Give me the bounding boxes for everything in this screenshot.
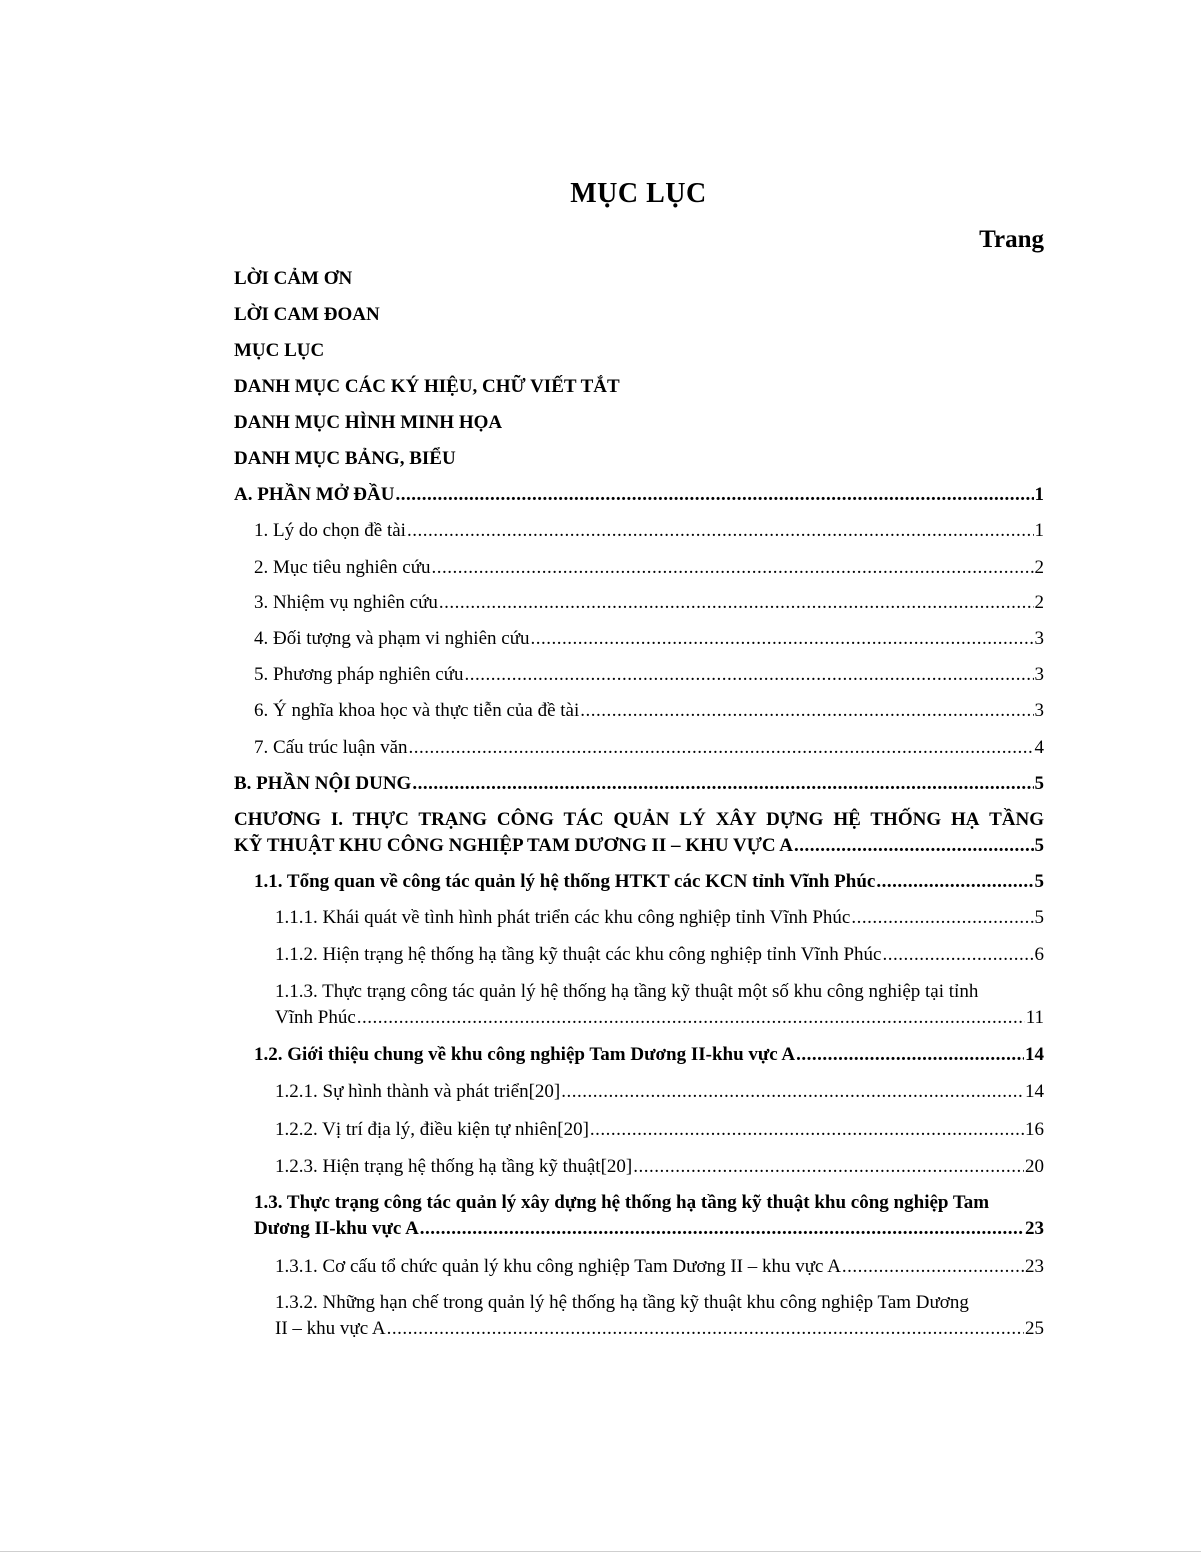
toc-page-number: 14 — [1025, 1044, 1044, 1065]
dot-leader — [409, 735, 1034, 761]
dot-leader — [842, 1254, 1024, 1280]
toc-page-number: 5 — [1034, 773, 1044, 794]
toc-item[interactable] — [234, 518, 1044, 544]
toc-section-1-1[interactable] — [234, 869, 1044, 895]
toc-subsection[interactable] — [234, 905, 1044, 931]
toc-entry-label: 1.2. Giới thiệu chung về khu công nghiệp Tam Dương II-khu vực A — [254, 1044, 796, 1065]
toc-page-number: 2 — [1034, 557, 1044, 578]
toc-entry-label: DANH MỤC HÌNH MINH HỌA — [234, 412, 503, 433]
toc-page-number: 5 — [1034, 835, 1044, 856]
toc-prelim-abbreviations[interactable] — [234, 374, 1044, 400]
toc-prelim-contents[interactable] — [234, 338, 1044, 364]
toc-entry-label: MỤC LỤC — [234, 340, 325, 361]
dot-leader — [465, 662, 1034, 688]
dot-leader — [796, 1042, 1024, 1068]
dot-leader — [876, 869, 1033, 895]
toc-entry-label: 1.3.2. Những hạn chế trong quản lý hệ thống hạ tầng kỹ thuật khu công nghiệp Tam Dương — [275, 1292, 969, 1313]
toc-entry-label: 1.2.2. Vị trí địa lý, điều kiện tự nhiên[20] — [275, 1119, 589, 1140]
toc-subsection-1-1-3[interactable] — [234, 979, 1044, 1031]
page-title: MỤC LỤC — [570, 178, 707, 209]
dot-leader — [357, 1005, 1025, 1031]
toc-page-number: 5 — [1034, 871, 1044, 892]
toc-subsection[interactable] — [234, 942, 1044, 968]
toc-entry-label: 1.3. Thực trạng công tác quản lý xây dựng hệ thống hạ tầng kỹ thuật khu công nghiệp Tam — [254, 1192, 990, 1213]
dot-leader — [561, 1079, 1024, 1105]
toc-page-number: 4 — [1034, 737, 1044, 758]
toc-prelim-acknowledgement[interactable] — [234, 266, 1044, 292]
dot-leader — [412, 771, 1033, 797]
toc-page-number: 14 — [1025, 1081, 1044, 1102]
toc-entry-label: 1.1.3. Thực trạng công tác quản lý hệ thống hạ tầng kỹ thuật một số khu công nghiệp tại tỉnh — [275, 981, 979, 1002]
toc-entry-label: 1.3.1. Cơ cấu tổ chức quản lý khu công nghiệp Tam Dương II – khu vực A — [275, 1256, 841, 1277]
toc-subsection[interactable] — [234, 1254, 1044, 1280]
toc-entry-label: DANH MỤC CÁC KÝ HIỆU, CHỮ VIẾT TẮT — [234, 376, 620, 397]
toc-part-a[interactable] — [234, 482, 1044, 508]
dot-leader — [407, 518, 1034, 544]
toc-page-number: 16 — [1025, 1119, 1044, 1140]
toc-page-number: 5 — [1034, 907, 1044, 928]
toc-section-1-2[interactable] — [234, 1042, 1044, 1068]
dot-leader — [531, 626, 1034, 652]
dot-leader — [633, 1154, 1024, 1180]
toc-entry-label: 3. Nhiệm vụ nghiên cứu — [254, 592, 438, 613]
dot-leader — [590, 1117, 1024, 1143]
toc-item[interactable] — [234, 590, 1044, 616]
toc-entry-label: 1.1. Tổng quan về công tác quản lý hệ thống HTKT các KCN tỉnh Vĩnh Phúc — [254, 871, 876, 892]
toc-section-1-3[interactable] — [234, 1190, 1044, 1242]
toc-page-number: 2 — [1034, 592, 1044, 613]
dot-leader — [432, 555, 1034, 581]
toc-chapter-1[interactable] — [234, 807, 1044, 859]
toc-entry-label-continued: Vĩnh Phúc — [275, 1007, 356, 1028]
dot-leader — [387, 1316, 1024, 1342]
toc-part-b[interactable] — [234, 771, 1044, 797]
toc-entry-label: LỜI CẢM ƠN — [234, 268, 353, 289]
toc-prelim-declaration[interactable] — [234, 302, 1044, 328]
toc-item[interactable] — [234, 698, 1044, 724]
toc-page-number: 3 — [1034, 628, 1044, 649]
toc-page-number: 3 — [1034, 700, 1044, 721]
toc-entry-label-continued: Dương II-khu vực A — [254, 1218, 419, 1239]
toc-page-number: 6 — [1034, 944, 1044, 965]
toc-entry-label: 2. Mục tiêu nghiên cứu — [254, 557, 431, 578]
page-edge-divider — [0, 1551, 1201, 1552]
toc-entry-label: LỜI CAM ĐOAN — [234, 304, 380, 325]
table-of-contents — [234, 264, 1044, 1342]
dot-leader — [395, 482, 1033, 508]
toc-item[interactable] — [234, 626, 1044, 652]
toc-page-number: 1 — [1034, 484, 1044, 505]
toc-item[interactable] — [234, 662, 1044, 688]
toc-entry-label: 1. Lý do chọn đề tài — [254, 520, 406, 541]
toc-page-number: 23 — [1025, 1256, 1044, 1277]
toc-entry-label: 1.2.3. Hiện trạng hệ thống hạ tầng kỹ thuật[20] — [275, 1156, 633, 1177]
toc-entry-label: A. PHẦN MỞ ĐẦU — [234, 484, 395, 505]
toc-page-number: 1 — [1034, 520, 1044, 541]
dot-leader — [580, 698, 1033, 724]
dot-leader — [439, 590, 1034, 616]
toc-entry-label: DANH MỤC BẢNG, BIỂU — [234, 448, 456, 469]
toc-subsection[interactable] — [234, 1117, 1044, 1143]
toc-page-number: 3 — [1034, 664, 1044, 685]
toc-entry-label: B. PHẦN NỘI DUNG — [234, 773, 412, 794]
toc-entry-label: 7. Cấu trúc luận văn — [254, 737, 408, 758]
dot-leader — [794, 833, 1034, 859]
toc-prelim-figures[interactable] — [234, 410, 1044, 436]
toc-entry-label-continued: KỸ THUẬT KHU CÔNG NGHIỆP TAM DƯƠNG II – KHU VỰC A — [234, 835, 793, 856]
toc-entry-label: 6. Ý nghĩa khoa học và thực tiễn của đề tài — [254, 700, 580, 721]
dot-leader — [851, 905, 1033, 931]
toc-page-number: 20 — [1025, 1156, 1044, 1177]
dot-leader — [882, 942, 1033, 968]
toc-prelim-tables[interactable] — [234, 446, 1044, 472]
page-column-header: Trang — [979, 226, 1044, 253]
toc-entry-label: 5. Phương pháp nghiên cứu — [254, 664, 464, 685]
toc-subsection[interactable] — [234, 1079, 1044, 1105]
toc-entry-label: 1.1.2. Hiện trạng hệ thống hạ tầng kỹ thuật các khu công nghiệp tỉnh Vĩnh Phúc — [275, 944, 882, 965]
toc-entry-label: 1.2.1. Sự hình thành và phát triển[20] — [275, 1081, 561, 1102]
toc-entry-label: CHƯƠNG I. THỰC TRẠNG CÔNG TÁC QUẢN LÝ XÂY DỰNG HỆ THỐNG HẠ TẦNG — [234, 809, 1044, 830]
toc-entry-label: 4. Đối tượng và phạm vi nghiên cứu — [254, 628, 530, 649]
toc-page-number: 11 — [1025, 1007, 1044, 1028]
toc-item[interactable] — [234, 555, 1044, 581]
toc-subsection-1-3-2[interactable] — [234, 1290, 1044, 1342]
toc-entry-label: 1.1.1. Khái quát về tình hình phát triển các khu công nghiệp tỉnh Vĩnh Phúc — [275, 907, 851, 928]
toc-item[interactable] — [234, 735, 1044, 761]
dot-leader — [420, 1216, 1024, 1242]
toc-entry-label-continued: II – khu vực A — [275, 1318, 386, 1339]
toc-page-number: 25 — [1025, 1318, 1044, 1339]
toc-page-number: 23 — [1025, 1218, 1044, 1239]
toc-subsection[interactable] — [234, 1154, 1044, 1180]
